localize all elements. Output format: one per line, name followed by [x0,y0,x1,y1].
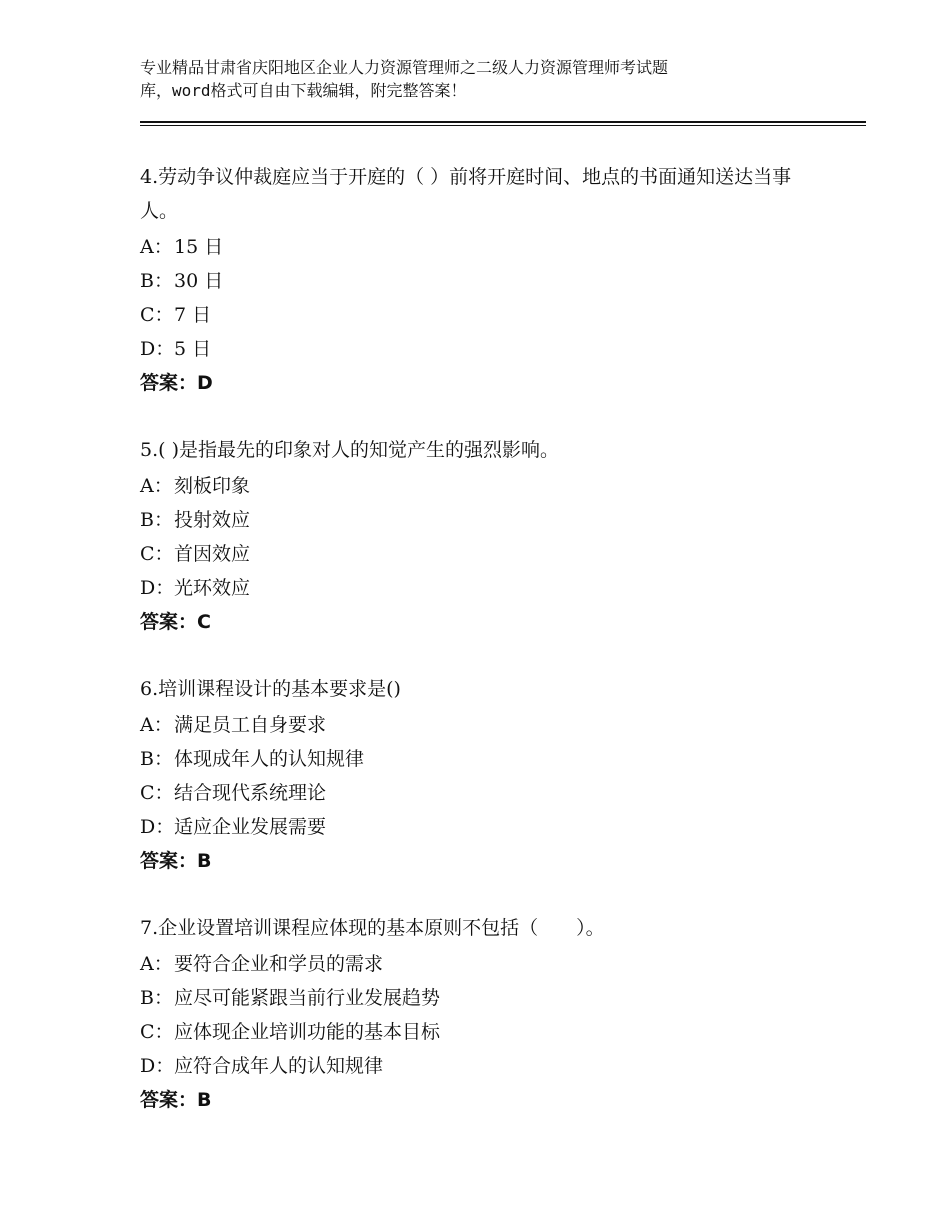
option-text: 要符合企业和学员的需求 [174,953,384,975]
option-text: 应尽可能紧跟当前行业发展趋势 [174,987,441,1009]
option-text: 应符合成年人的认知规律 [174,1055,384,1077]
header-divider-thin [140,125,866,126]
option-letter: A： [140,475,173,497]
option-d [140,810,820,844]
option-text: 光环效应 [174,577,251,599]
option-letter: A： [140,953,173,975]
question-5 [140,433,820,639]
option-letter: D： [140,816,175,838]
question-text: 6.培训课程设计的基本要求是() [140,678,401,700]
option-text: 结合现代系统理论 [174,782,327,804]
question-6 [140,672,820,878]
question-text: 5.( )是指最先的印象对人的知觉产生的强烈影响。 [140,439,559,461]
header-divider-thick [140,121,866,123]
option-letter: C： [140,304,174,326]
option-a [140,469,820,503]
option-letter: A： [140,236,173,258]
option-a [140,230,820,264]
option-text: 应体现企业培训功能的基本目标 [174,1021,441,1043]
option-letter: C： [140,1021,174,1043]
document-header [140,56,780,102]
option-c [140,298,820,332]
option-text: 首因效应 [174,543,251,565]
question-7 [140,911,820,1117]
option-b [140,264,820,298]
option-text: 投射效应 [174,509,251,531]
option-text: 满足员工自身要求 [174,714,327,736]
option-letter: D： [140,577,175,599]
option-text: 7 日 [174,304,212,326]
option-b [140,742,820,776]
question-text: 4.劳动争议仲裁庭应当于开庭的（ ）前将开庭时间、地点的书面通知送达当事人。 [140,166,792,222]
option-letter: D： [140,1055,175,1077]
option-a [140,947,820,981]
option-text: 体现成年人的认知规律 [174,748,365,770]
option-d [140,571,820,605]
option-letter: D： [140,338,175,360]
option-letter: C： [140,543,174,565]
option-letter: B： [140,748,173,770]
question-4 [140,160,820,400]
option-a [140,708,820,742]
option-text: 刻板印象 [174,475,251,497]
option-text: 15 日 [174,236,224,258]
option-c [140,537,820,571]
option-d [140,1049,820,1083]
header-title-line-1: 专业精品甘肃省庆阳地区企业人力资源管理师之二级人力资源管理师考试题 [140,58,669,77]
option-text: 30 日 [174,270,224,292]
option-letter: A： [140,714,173,736]
option-text: 适应企业发展需要 [174,816,327,838]
header-title-line-2: 库，word格式可自由下载编辑，附完整答案！ [140,81,467,100]
option-text: 5 日 [174,338,212,360]
answer-label: 答案：B [140,1089,212,1111]
option-letter: C： [140,782,174,804]
answer-label: 答案：C [140,611,211,633]
option-c [140,776,820,810]
option-d [140,332,820,366]
option-b [140,503,820,537]
answer-label: 答案：B [140,850,212,872]
option-c [140,1015,820,1049]
option-letter: B： [140,270,173,292]
answer-label: 答案：D [140,372,213,394]
option-letter: B： [140,987,173,1009]
option-letter: B： [140,509,173,531]
option-b [140,981,820,1015]
question-text: 7.企业设置培训课程应体现的基本原则不包括（ ）。 [140,917,605,939]
